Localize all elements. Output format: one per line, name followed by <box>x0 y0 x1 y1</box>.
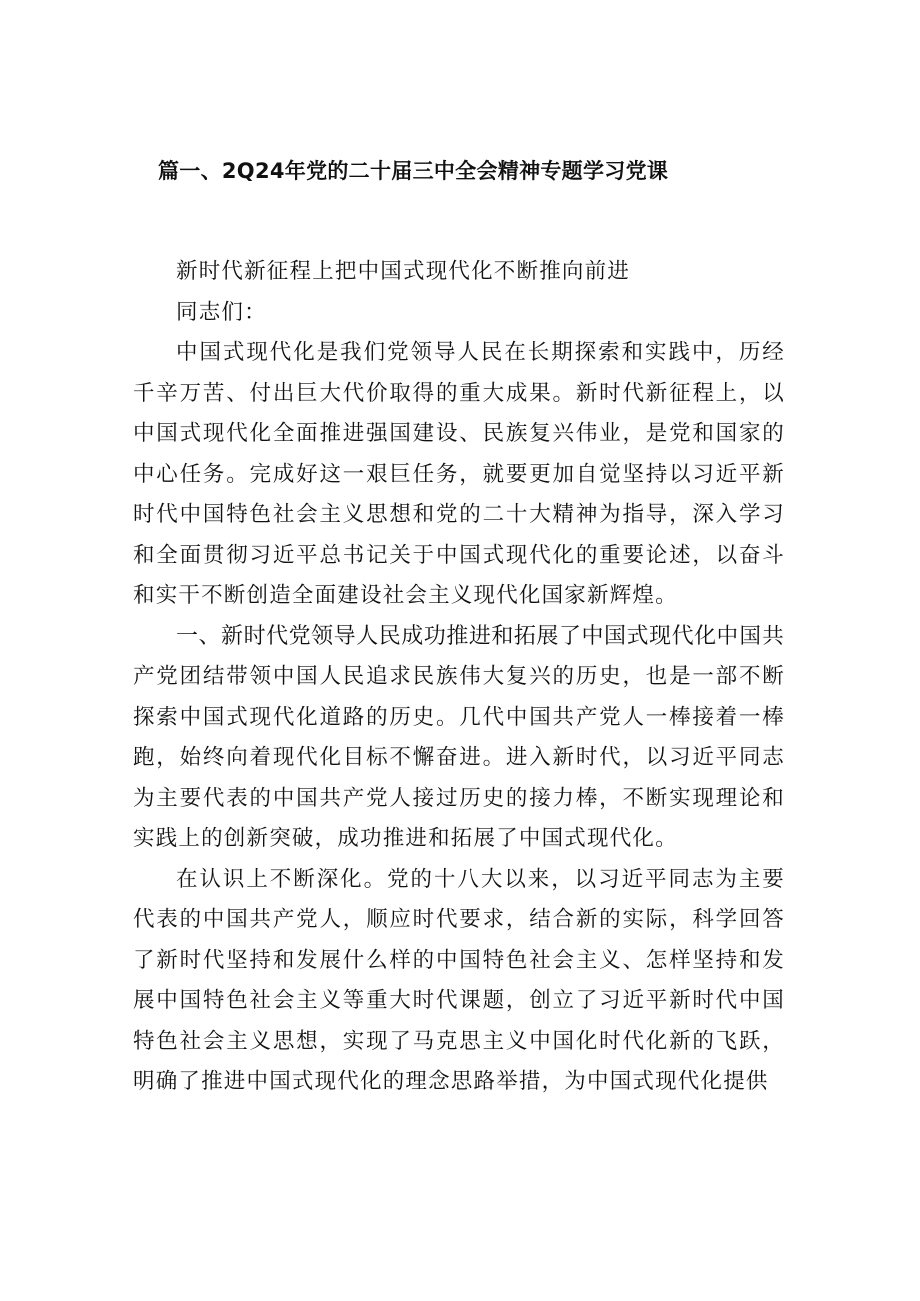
section-1-paragraph <box>133 617 785 860</box>
section-1-heading: 一、新时代党领导人民成功推进和拓展了中国式现代化 <box>176 623 717 649</box>
document-body <box>133 252 785 1103</box>
speech-subtitle: 新时代新征程上把中国式现代化不断推向前进 <box>176 259 631 284</box>
document-title: 篇一、2Q24年党的二十届三中全会精神专题学习党课 <box>158 159 669 183</box>
section-1-text: 中国共产党团结带领中国人民追求民族伟大复兴的历史，也是一部不断探索中国式现代化道路的历史。几代中国共产党人一棒接着一棒跑，始终向着现代化目标不懈奋进。进入新时代，以习近平同志为主要代表的中国共产党人接过历史的接力棒，不断实现理论和实践上的创新突破，成功推进和拓展了中国式现代化。 <box>133 623 785 851</box>
intro-paragraph: 中国式现代化是我们党领导人民在长期探索和实践中，历经千辛万苦、付出巨大代价取得的重大成果。新时代新征程上，以中国式现代化全面推进强国建设、民族复兴伟业，是党和国家的中心任务。完成好这一艰巨任务，就要更加自觉坚持以习近平新时代中国特色社会主义思想和党的二十大精神为指导，深入学习和全面贯彻习近平总书记关于中国式现代化的重要论述，以奋斗和实干不断创造全面建设社会主义现代化国家新辉煌。 <box>133 340 785 608</box>
salutation: 同志们： <box>176 299 267 325</box>
paragraph-3: 在认识上不断深化。党的十八大以来，以习近平同志为主要代表的中国共产党人，顺应时代要求，结合新的实际，科学回答了新时代坚持和发展什么样的中国特色社会主义、怎样坚持和发展中国特色社会主义等重大时代课题，创立了习近平新时代中国特色社会主义思想，实现了马克思主义中国化时代化新的飞跃，明确了推进中国式现代化的理念思路举措，为中国式现代化提供 <box>133 866 785 1094</box>
